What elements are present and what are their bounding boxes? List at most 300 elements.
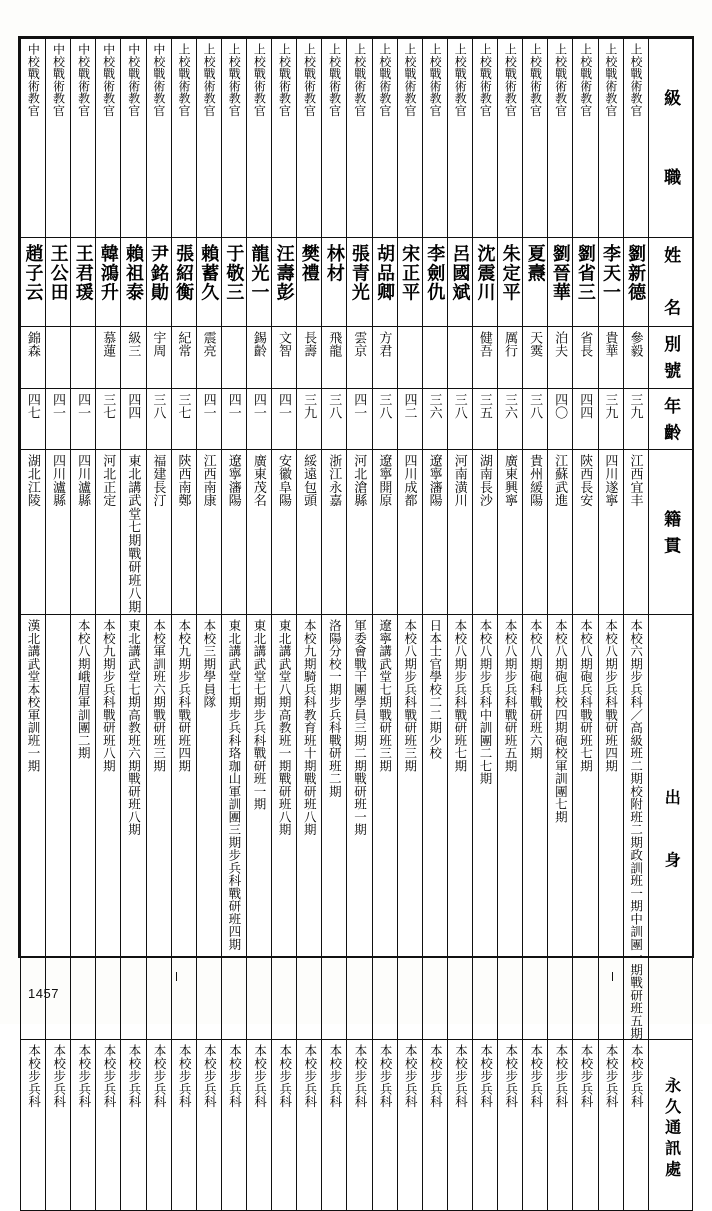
cell-rank xyxy=(171,39,196,238)
education-text: 本校八期砲兵校四期砲校軍訓團七期 xyxy=(553,618,568,823)
cell-name xyxy=(548,238,573,327)
cell-origin xyxy=(46,450,71,614)
cell-origin xyxy=(472,450,497,614)
cell-alias xyxy=(548,327,573,389)
age-text: 四一 xyxy=(201,392,217,420)
origin-text: 江蘇武進 xyxy=(553,454,569,508)
alias-text: 飛龍 xyxy=(327,331,343,358)
cell-rank xyxy=(146,39,171,238)
cell-rank xyxy=(372,39,397,238)
address-text: 本校步兵科 xyxy=(177,1044,192,1109)
cell-address xyxy=(573,1040,598,1211)
education-text: 本校九期騎兵科教育班十期戰研班八期 xyxy=(302,618,317,836)
cell-origin xyxy=(71,450,96,614)
rank-text: 上校戰術教官 xyxy=(503,43,518,117)
cell-education xyxy=(46,614,71,1040)
education-text: 東北講武堂七期步兵科珞珈山軍訓團三期步兵科戰研班四期 xyxy=(226,618,241,951)
name-text: 于敬三 xyxy=(224,244,245,303)
age-text: 三九 xyxy=(628,392,644,420)
header-rank xyxy=(648,39,692,238)
cell-address xyxy=(498,1040,523,1211)
cell-age xyxy=(447,388,472,450)
alias-text: 慕蓮 xyxy=(101,331,117,358)
cell-age xyxy=(573,388,598,450)
cell-education xyxy=(221,614,246,1040)
cell-name xyxy=(171,238,196,327)
age-text: 三八 xyxy=(528,392,544,420)
cell-alias xyxy=(447,327,472,389)
address-text: 本校步兵科 xyxy=(152,1044,167,1109)
address-text: 本校步兵科 xyxy=(629,1044,644,1109)
cell-name xyxy=(397,238,422,327)
origin-text: 廣東興寧 xyxy=(502,454,518,508)
cell-alias xyxy=(146,327,171,389)
cell-name xyxy=(447,238,472,327)
rank-text: 上校戰術教官 xyxy=(628,43,643,117)
education-text: 本校三期學員隊 xyxy=(201,618,216,708)
age-text: 三八 xyxy=(377,392,393,420)
row-age xyxy=(21,388,693,450)
origin-text: 遼寧瀋陽 xyxy=(427,454,443,508)
cell-origin xyxy=(246,450,271,614)
cell-alias xyxy=(121,327,146,389)
rank-text: 上校戰術教官 xyxy=(402,43,417,117)
cell-education xyxy=(196,614,221,1040)
cell-education xyxy=(422,614,447,1040)
cell-education xyxy=(322,614,347,1040)
header-education-text: 出 身 xyxy=(662,789,680,873)
cell-alias xyxy=(171,327,196,389)
cell-age xyxy=(171,388,196,450)
age-text: 三九 xyxy=(302,392,318,420)
name-text: 胡品卿 xyxy=(375,244,396,303)
education-text: 東北講武堂七期步兵科戰研班一期 xyxy=(252,618,267,810)
education-text: 遼寧講武堂七期戰研班三期 xyxy=(377,618,392,772)
cell-name xyxy=(71,238,96,327)
rank-text: 上校戰術教官 xyxy=(377,43,392,117)
origin-text: 四川瀘縣 xyxy=(50,454,66,508)
cell-age xyxy=(322,388,347,450)
cell-age xyxy=(397,388,422,450)
cell-education xyxy=(472,614,497,1040)
address-text: 本校步兵科 xyxy=(353,1044,368,1109)
cell-address xyxy=(472,1040,497,1211)
cell-address xyxy=(121,1040,146,1211)
rank-text: 上校戰術教官 xyxy=(227,43,242,117)
education-text: 本校八期步兵科中訓團二七期 xyxy=(478,618,493,785)
cell-alias xyxy=(196,327,221,389)
cell-rank xyxy=(623,39,648,238)
name-text: 趙子云 xyxy=(23,244,44,303)
name-text: 賴祖泰 xyxy=(123,244,144,303)
cell-education xyxy=(121,614,146,1040)
address-text: 本校步兵科 xyxy=(202,1044,217,1109)
cell-name xyxy=(523,238,548,327)
address-text: 本校步兵科 xyxy=(227,1044,242,1109)
alias-text: 參毅 xyxy=(628,331,644,358)
header-age-text: 年齡 xyxy=(661,396,681,450)
name-text: 王君瑗 xyxy=(73,244,94,303)
header-origin xyxy=(648,450,692,614)
address-text: 本校步兵科 xyxy=(579,1044,594,1109)
age-text: 三八 xyxy=(327,392,343,420)
origin-text: 廣東茂名 xyxy=(251,454,267,508)
cell-alias xyxy=(498,327,523,389)
cell-alias xyxy=(246,327,271,389)
row-education xyxy=(21,614,693,1040)
education-text: 本校八期步兵科戰研班七期 xyxy=(452,618,467,772)
alias-text: 省長 xyxy=(578,331,594,358)
cell-name xyxy=(146,238,171,327)
origin-text: 湖南長沙 xyxy=(477,454,493,508)
cell-education xyxy=(272,614,297,1040)
cell-alias xyxy=(322,327,347,389)
origin-text: 四川遂寧 xyxy=(603,454,619,508)
roster-grid xyxy=(20,38,693,1211)
cell-alias xyxy=(21,327,46,389)
rank-text: 上校戰術教官 xyxy=(302,43,317,117)
rank-text: 上校戰術教官 xyxy=(177,43,191,117)
cell-age xyxy=(272,388,297,450)
cell-age xyxy=(96,388,121,450)
cell-name xyxy=(623,238,648,327)
rank-text: 上校戰術教官 xyxy=(277,43,292,117)
education-text: 本校八期步兵科戰研班五期 xyxy=(503,618,518,772)
cell-name xyxy=(46,238,71,327)
cell-alias xyxy=(372,327,397,389)
origin-text: 江西南康 xyxy=(201,454,217,508)
cell-address xyxy=(297,1040,322,1211)
cell-origin xyxy=(96,450,121,614)
header-alias xyxy=(648,327,692,389)
cell-age xyxy=(498,388,523,450)
rank-text: 上校戰術教官 xyxy=(553,43,568,117)
cell-alias xyxy=(221,327,246,389)
cell-rank xyxy=(523,39,548,238)
cell-origin xyxy=(498,450,523,614)
cell-alias xyxy=(46,327,71,389)
cell-alias xyxy=(71,327,96,389)
cell-age xyxy=(196,388,221,450)
name-text: 呂國斌 xyxy=(450,244,471,303)
cell-education xyxy=(498,614,523,1040)
margin-tick-right xyxy=(612,972,613,981)
address-text: 本校步兵科 xyxy=(76,1044,91,1109)
name-text: 夏燾 xyxy=(525,244,546,283)
cell-address xyxy=(447,1040,472,1211)
education-text: 本校九期步兵科戰研班四期 xyxy=(176,618,191,772)
education-text: 本校八期峨眉軍訓團二期 xyxy=(76,618,91,759)
origin-text: 陝西南鄭 xyxy=(176,454,192,508)
alias-text: 天霙 xyxy=(528,331,544,358)
name-text: 王公田 xyxy=(48,244,69,303)
name-text: 賴蓄久 xyxy=(199,244,220,303)
cell-age xyxy=(121,388,146,450)
address-text: 本校步兵科 xyxy=(403,1044,418,1109)
cell-rank xyxy=(272,39,297,238)
name-text: 沈震川 xyxy=(475,244,496,303)
cell-address xyxy=(272,1040,297,1211)
cell-name xyxy=(372,238,397,327)
cell-rank xyxy=(422,39,447,238)
name-text: 劉省三 xyxy=(575,244,596,303)
cell-education xyxy=(146,614,171,1040)
cell-name xyxy=(272,238,297,327)
cell-name xyxy=(297,238,322,327)
cell-alias xyxy=(397,327,422,389)
cell-address xyxy=(397,1040,422,1211)
cell-education xyxy=(623,614,648,1040)
education-text: 本校八期步兵科戰研班三期 xyxy=(402,618,417,772)
origin-text: 綏遠包頭 xyxy=(302,454,318,508)
education-text: 本校六期步兵科／高級班二期校附班二期政訓班一期中訓團一期戰研班五期 xyxy=(628,618,643,1040)
address-text: 本校步兵科 xyxy=(528,1044,543,1109)
name-text: 樊禮 xyxy=(299,244,320,283)
origin-text: 河北滄縣 xyxy=(352,454,368,508)
cell-name xyxy=(121,238,146,327)
origin-text: 四川成都 xyxy=(402,454,418,508)
cell-address xyxy=(372,1040,397,1211)
cell-name xyxy=(221,238,246,327)
address-text: 本校步兵科 xyxy=(26,1044,41,1109)
name-text: 龍光一 xyxy=(249,244,270,303)
cell-rank xyxy=(498,39,523,238)
education-text: 本校九期步兵科戰研班八期 xyxy=(101,618,116,772)
row-name xyxy=(21,238,693,327)
cell-alias xyxy=(573,327,598,389)
age-text: 四四 xyxy=(578,392,594,420)
cell-education xyxy=(573,614,598,1040)
alias-text: 文智 xyxy=(276,331,292,358)
cell-rank xyxy=(573,39,598,238)
education-text: 本校八期步兵科戰研班四期 xyxy=(603,618,618,772)
address-text: 本校步兵科 xyxy=(277,1044,292,1109)
address-text: 本校步兵科 xyxy=(428,1044,443,1109)
alias-text: 泊夫 xyxy=(553,331,569,358)
alias-text: 錫齡 xyxy=(251,331,267,358)
name-text: 韓鴻升 xyxy=(98,244,119,303)
cell-rank xyxy=(96,39,121,238)
name-text: 汪壽彭 xyxy=(274,244,295,303)
alias-text: 雲京 xyxy=(352,331,368,358)
cell-education xyxy=(523,614,548,1040)
cell-education xyxy=(71,614,96,1040)
cell-age xyxy=(46,388,71,450)
cell-alias xyxy=(272,327,297,389)
education-text: 日本士官學校二二期少校 xyxy=(427,618,442,759)
name-text: 宋正平 xyxy=(400,244,421,303)
address-text: 本校步兵科 xyxy=(101,1044,116,1109)
cell-name xyxy=(246,238,271,327)
row-rank xyxy=(21,39,693,238)
rank-text: 上校戰術教官 xyxy=(478,43,493,117)
name-text: 林材 xyxy=(324,244,345,283)
age-text: 四一 xyxy=(76,392,92,420)
rank-text: 上校戰術教官 xyxy=(428,43,443,117)
cell-rank xyxy=(548,39,573,238)
alias-text: 長壽 xyxy=(302,331,318,358)
alias-text: 紀常 xyxy=(176,331,192,358)
name-text: 張青光 xyxy=(349,244,370,303)
origin-text: 遼寧瀋陽 xyxy=(226,454,242,508)
origin-text: 福建長汀 xyxy=(151,454,167,508)
margin-tick-left xyxy=(176,972,177,981)
origin-text: 陝西長安 xyxy=(578,454,594,508)
cell-origin xyxy=(196,450,221,614)
cell-address xyxy=(623,1040,648,1211)
cell-address xyxy=(322,1040,347,1211)
cell-education xyxy=(297,614,322,1040)
rank-text: 中校戰術教官 xyxy=(51,43,66,117)
origin-text: 東北講武堂七期戰研班八期 xyxy=(126,454,142,614)
cell-origin xyxy=(322,450,347,614)
cell-address xyxy=(347,1040,372,1211)
cell-address xyxy=(46,1040,71,1211)
cell-origin xyxy=(372,450,397,614)
alias-text: 貴華 xyxy=(603,331,619,358)
age-text: 四四 xyxy=(126,392,142,420)
cell-address xyxy=(171,1040,196,1211)
origin-text: 江西宜丰 xyxy=(628,454,644,508)
education-text: 洛陽分校一期步兵科戰研班二期 xyxy=(327,618,342,798)
education-text: 本校八期砲兵科戰研班七期 xyxy=(578,618,593,772)
name-text: 李劍仇 xyxy=(425,244,446,303)
age-text: 四〇 xyxy=(553,392,569,420)
cell-address xyxy=(422,1040,447,1211)
age-text: 三八 xyxy=(151,392,167,420)
cell-alias xyxy=(623,327,648,389)
age-text: 三七 xyxy=(101,392,117,420)
cell-address xyxy=(146,1040,171,1211)
cell-age xyxy=(523,388,548,450)
alias-text: 錦森 xyxy=(25,331,41,358)
header-address xyxy=(648,1040,692,1211)
address-text: 本校步兵科 xyxy=(604,1044,619,1109)
cell-origin xyxy=(422,450,447,614)
cell-education xyxy=(548,614,573,1040)
age-text: 四一 xyxy=(50,392,66,420)
alias-text: 震亮 xyxy=(201,331,217,358)
cell-origin xyxy=(171,450,196,614)
cell-address xyxy=(246,1040,271,1211)
age-text: 四一 xyxy=(226,392,242,420)
origin-text: 河北正定 xyxy=(101,454,117,508)
cell-alias xyxy=(472,327,497,389)
origin-text: 貴州緩陽 xyxy=(528,454,544,508)
cell-alias xyxy=(297,327,322,389)
row-origin xyxy=(21,450,693,614)
education-text: 東北講武堂八期高教班一期戰研班八期 xyxy=(277,618,292,836)
name-text: 尹銘勛 xyxy=(149,244,170,303)
header-address-text: 永久通訊處 xyxy=(662,1077,680,1182)
row-address xyxy=(21,1040,693,1211)
rank-text: 中校戰術教官 xyxy=(76,43,91,117)
cell-education xyxy=(246,614,271,1040)
page-number: 1457 xyxy=(28,986,59,1001)
age-text: 四二 xyxy=(402,392,418,420)
cell-origin xyxy=(397,450,422,614)
name-text: 劉晉華 xyxy=(550,244,571,303)
age-text: 四七 xyxy=(25,392,41,420)
address-text: 本校步兵科 xyxy=(378,1044,393,1109)
cell-address xyxy=(96,1040,121,1211)
name-text: 朱定平 xyxy=(500,244,521,303)
cell-origin xyxy=(21,450,46,614)
education-text: 軍委會戰干團學員三期二期戰研班一期 xyxy=(352,618,367,836)
origin-text: 安徽阜陽 xyxy=(276,454,292,508)
cell-origin xyxy=(523,450,548,614)
education-text: 漢北講武堂本校軍訓班一期 xyxy=(26,618,41,772)
cell-age xyxy=(21,388,46,450)
cell-education xyxy=(598,614,623,1040)
address-text: 本校步兵科 xyxy=(478,1044,493,1109)
address-text: 本校步兵科 xyxy=(252,1044,267,1109)
cell-origin xyxy=(573,450,598,614)
cell-origin xyxy=(598,450,623,614)
header-name xyxy=(648,238,692,327)
alias-text: 厲行 xyxy=(502,331,518,358)
alias-text: 方君 xyxy=(377,331,393,358)
cell-rank xyxy=(46,39,71,238)
alias-text: 健吾 xyxy=(477,331,493,358)
age-text: 四一 xyxy=(276,392,292,420)
address-text: 本校步兵科 xyxy=(127,1044,142,1109)
cell-rank xyxy=(196,39,221,238)
cell-age xyxy=(246,388,271,450)
origin-text: 遼寧開原 xyxy=(377,454,393,508)
cell-alias xyxy=(96,327,121,389)
cell-age xyxy=(422,388,447,450)
cell-origin xyxy=(347,450,372,614)
header-alias-text: 別號 xyxy=(661,335,681,388)
cell-education xyxy=(372,614,397,1040)
cell-alias xyxy=(598,327,623,389)
address-text: 本校步兵科 xyxy=(503,1044,518,1109)
cell-origin xyxy=(272,450,297,614)
rank-text: 中校戰術教官 xyxy=(126,43,141,117)
address-text: 本校步兵科 xyxy=(302,1044,317,1109)
cell-address xyxy=(523,1040,548,1211)
cell-age xyxy=(71,388,96,450)
origin-text: 浙江永嘉 xyxy=(327,454,343,508)
cell-name xyxy=(347,238,372,327)
cell-address xyxy=(196,1040,221,1211)
cell-education xyxy=(447,614,472,1040)
cell-rank xyxy=(21,39,46,238)
age-text: 三九 xyxy=(603,392,619,420)
cell-name xyxy=(472,238,497,327)
cell-address xyxy=(598,1040,623,1211)
cell-origin xyxy=(548,450,573,614)
cell-origin xyxy=(221,450,246,614)
cell-age xyxy=(372,388,397,450)
cell-alias xyxy=(523,327,548,389)
cell-education xyxy=(21,614,46,1040)
origin-text: 四川瀘縣 xyxy=(76,454,92,508)
cell-rank xyxy=(297,39,322,238)
name-text: 劉新德 xyxy=(626,244,647,303)
cell-age xyxy=(297,388,322,450)
cell-origin xyxy=(447,450,472,614)
cell-rank xyxy=(121,39,146,238)
cell-education xyxy=(397,614,422,1040)
alias-text: 宇周 xyxy=(151,331,167,358)
cell-alias xyxy=(422,327,447,389)
cell-name xyxy=(96,238,121,327)
cell-address xyxy=(221,1040,246,1211)
cell-age xyxy=(598,388,623,450)
age-text: 三五 xyxy=(477,392,493,420)
